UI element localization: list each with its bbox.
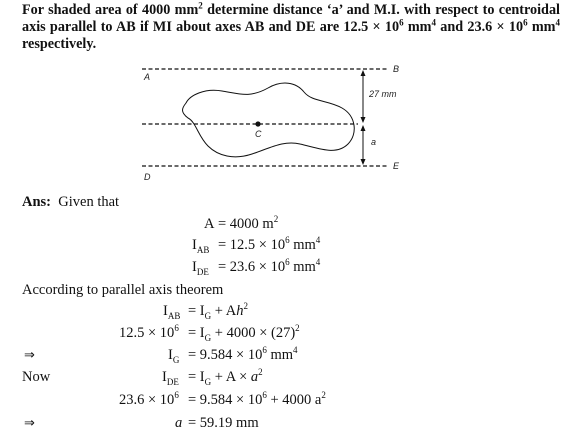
eq-lhs: I <box>168 347 173 363</box>
eq-iab-rhs <box>218 237 320 254</box>
eq-rhs: + A <box>211 303 237 319</box>
label-a-point: A <box>144 72 151 82</box>
question-part: determine distance ‘a’ and M.I. with respect to centroidal axis parallel to AB if MI about axes AB and DE are 12.5 × 10 <box>22 2 560 35</box>
eq-sub1-rhs <box>188 325 300 342</box>
eq-ig-rhs <box>188 347 298 364</box>
eq-lhs: I <box>192 259 197 275</box>
superscript: 6 <box>285 235 290 246</box>
dimension-label-a: a <box>371 137 377 147</box>
eq-unit: mm <box>289 237 316 253</box>
superscript: 6 <box>285 257 290 268</box>
superscript: 6 <box>399 17 404 28</box>
eq-rhs: = 4000 m <box>218 216 274 232</box>
eq-rhs: = I <box>188 369 205 385</box>
eq-lhs: I <box>163 303 168 319</box>
eq-variable: h <box>236 303 244 319</box>
eq-variable: a <box>250 369 259 385</box>
eq-lhs: 23.6 × 10 <box>119 392 175 408</box>
subscript: AB <box>196 244 210 255</box>
subscript: G <box>172 354 180 365</box>
eq-rhs: = 23.6 × 10 <box>218 259 286 275</box>
label-e-point: E <box>393 161 400 171</box>
superscript: 4 <box>315 257 321 268</box>
subscript: DE <box>166 376 179 387</box>
eq-rhs: = 9.584 × 10 <box>188 392 263 408</box>
implies-arrow: ⇒ <box>24 348 35 363</box>
eq-result-rhs: = 59.19 mm <box>188 415 259 431</box>
question-part: For shaded area of 4000 mm <box>22 2 199 18</box>
shaded-area-figure <box>0 0 570 200</box>
arrowhead <box>361 125 366 131</box>
superscript: 2 <box>258 367 263 378</box>
superscript: 6 <box>262 345 267 356</box>
question-part: respectively. <box>22 36 97 52</box>
eq-iab-lhs <box>192 237 209 254</box>
superscript: 6 <box>523 17 528 28</box>
eq-rhs: = 12.5 × 10 <box>218 237 286 253</box>
arrowhead <box>361 159 366 165</box>
eq-lhs: 12.5 × 10 <box>119 325 175 341</box>
arrowhead <box>361 70 366 76</box>
eq-unit: mm <box>266 347 294 363</box>
superscript: 4 <box>431 17 436 28</box>
eq-unit: mm <box>289 259 316 275</box>
superscript: 2 <box>321 390 326 401</box>
superscript: 2 <box>198 0 203 11</box>
eq-result-lhs <box>175 415 182 432</box>
eq-sub2-lhs <box>119 392 179 409</box>
superscript: 2 <box>273 214 279 225</box>
shaded-area-outline <box>183 83 355 157</box>
eq-lhs: A <box>204 216 215 232</box>
subscript: G <box>204 332 212 343</box>
arrowhead <box>361 117 366 123</box>
eq-area-lhs <box>204 216 214 233</box>
superscript: 4 <box>555 17 560 28</box>
given-text: Given that <box>58 194 120 210</box>
subscript: DE <box>196 266 209 277</box>
subscript: G <box>204 310 212 321</box>
superscript: 6 <box>262 390 267 401</box>
superscript: 2 <box>243 301 248 312</box>
eq-ide2-lhs <box>162 369 179 386</box>
question-part: mm <box>403 19 432 35</box>
answer-header <box>22 194 119 211</box>
label-c-point: C <box>255 129 262 139</box>
eq-ide-rhs <box>218 259 320 276</box>
eq-variable: a <box>175 415 183 431</box>
eq-rhs: = I <box>188 325 205 341</box>
question-part: and 23.6 × 10 <box>436 19 524 35</box>
subscript: G <box>204 376 212 387</box>
superscript: 2 <box>295 323 300 334</box>
subscript: AB <box>167 310 181 321</box>
dimension-label-27mm: 27 mm <box>369 89 397 99</box>
eq-pat-lhs <box>163 303 180 320</box>
centroid-point <box>255 121 260 126</box>
eq-rhs: + 4000 a <box>266 392 322 408</box>
eq-pat-rhs <box>188 303 248 320</box>
label-d-point: D <box>144 172 151 182</box>
superscript: 6 <box>174 323 179 334</box>
eq-lhs: I <box>192 237 197 253</box>
now-text: Now <box>22 369 51 385</box>
ans-label: Ans: <box>22 194 52 210</box>
superscript: 4 <box>315 235 321 246</box>
implies-arrow: ⇒ <box>24 416 35 431</box>
eq-sub2-rhs <box>188 392 326 409</box>
label-b-point: B <box>393 64 400 74</box>
eq-area-rhs <box>218 216 278 233</box>
superscript: 4 <box>293 345 298 356</box>
eq-ide-lhs <box>192 259 209 276</box>
eq-rhs: = 9.584 × 10 <box>188 347 263 363</box>
eq-rhs: = I <box>188 303 205 319</box>
theorem-text: According to parallel axis theorem <box>22 282 224 298</box>
eq-rhs: + 4000 × (27) <box>211 325 296 341</box>
eq-sub1-lhs <box>119 325 179 342</box>
eq-ig-lhs <box>168 347 179 364</box>
question-part: mm <box>527 19 556 35</box>
superscript: 6 <box>174 390 179 401</box>
eq-rhs: + A × <box>211 369 251 385</box>
eq-ide2-rhs <box>188 369 263 386</box>
eq-lhs: I <box>162 369 167 385</box>
